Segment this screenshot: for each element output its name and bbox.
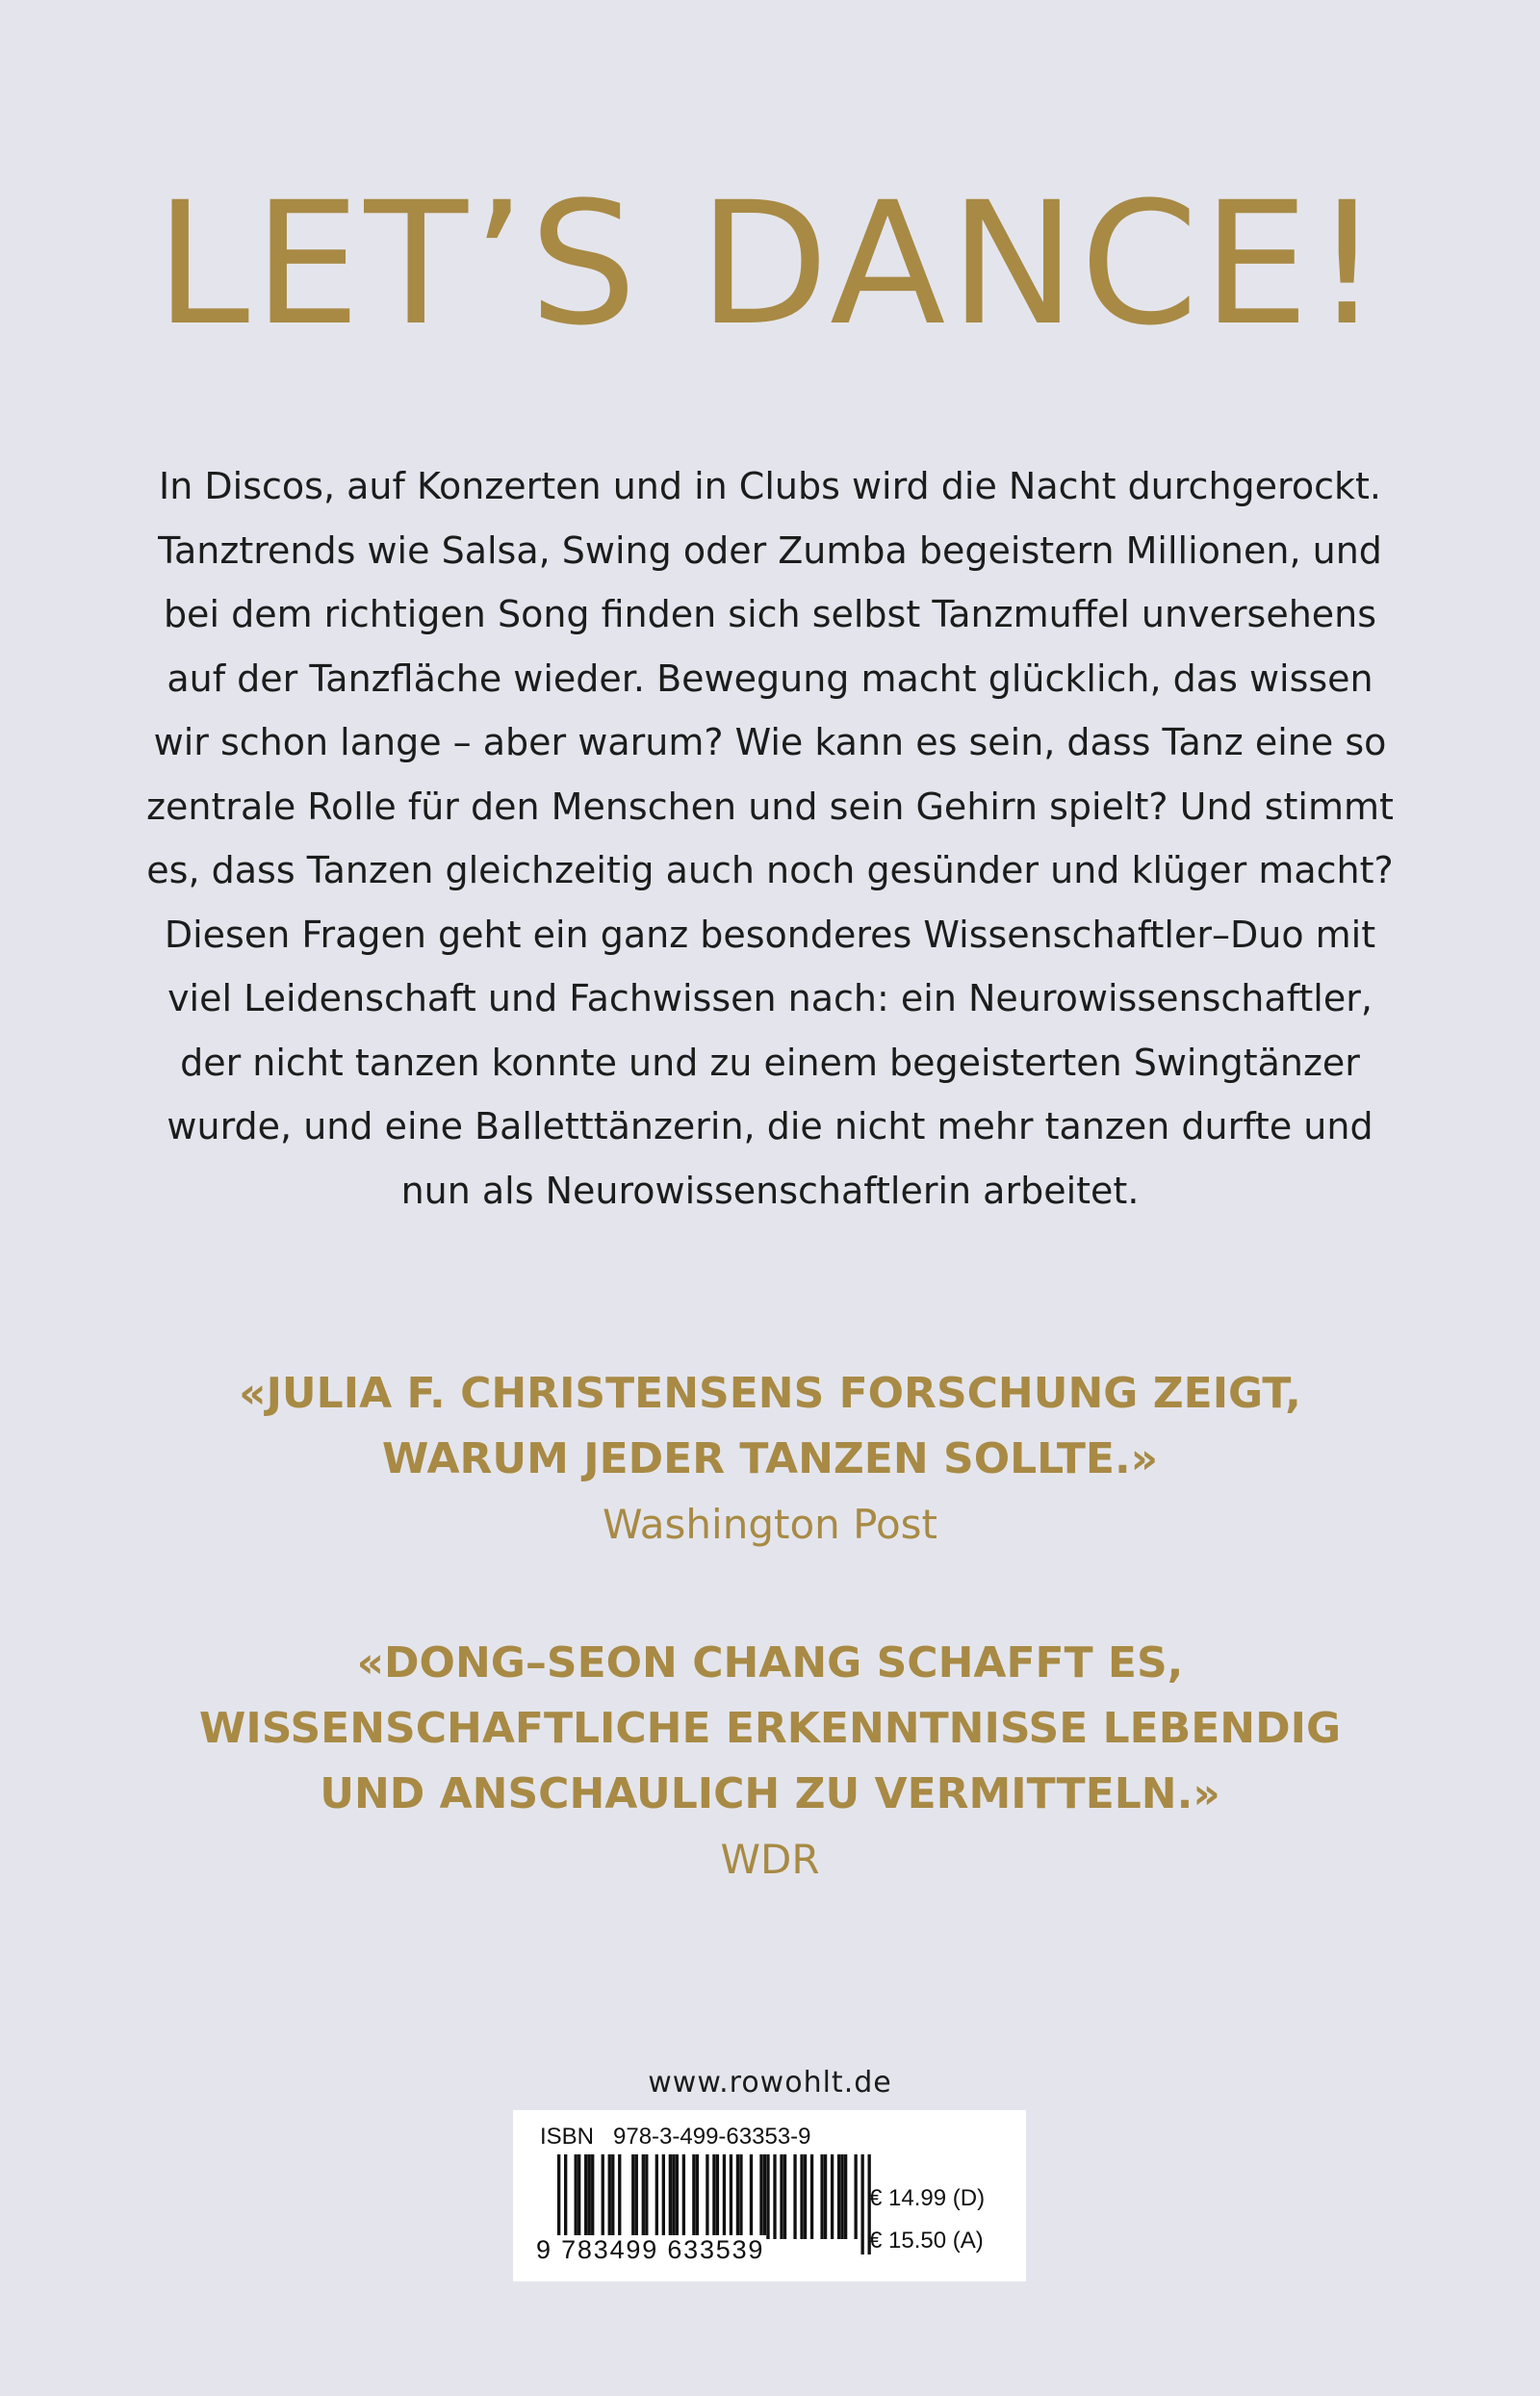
barcode-bar bbox=[692, 2154, 695, 2239]
barcode-bar bbox=[766, 2154, 769, 2239]
blurb-line: Tanztrends wie Salsa, Swing oder Zumba begeistern Millionen, und bbox=[158, 528, 1382, 572]
blurb-line: Diesen Fragen geht ein ganz besonderes Wissenschaftler–Duo mit bbox=[164, 913, 1376, 956]
barcode-bar bbox=[783, 2154, 786, 2239]
isbn-number: 978-3-499-63353-9 bbox=[613, 2124, 811, 2150]
blurb-line: bei dem richtigen Song finden sich selbst Tanzmuffel unversehens bbox=[163, 593, 1377, 635]
barcode-bar bbox=[860, 2154, 863, 2254]
quote-line: «JULIA F. CHRISTENSENS FORSCHUNG ZEIGT, bbox=[239, 1369, 1301, 1418]
press-quote-wdr bbox=[96, 1631, 1444, 1893]
barcode-digits: 9 783499 633539 bbox=[536, 2235, 765, 2264]
barcode-bar bbox=[611, 2154, 614, 2239]
barcode-bar bbox=[840, 2154, 843, 2239]
blurb-line: wurde, und eine Balletttänzerin, die nicht mehr tanzen durfte und bbox=[167, 1105, 1373, 1147]
barcode-bar bbox=[736, 2154, 739, 2239]
blurb-line: wir schon lange – aber warum? Wie kann es sein, dass Tanz eine so bbox=[153, 721, 1387, 763]
barcode-bar bbox=[655, 2154, 658, 2239]
barcode-bar bbox=[602, 2154, 604, 2239]
blurb-line: auf der Tanzfläche wieder. Bewegung macht glücklich, das wissen bbox=[167, 657, 1373, 700]
barcode-bar bbox=[810, 2154, 813, 2239]
barcode-bar bbox=[763, 2154, 766, 2239]
barcode-bar bbox=[575, 2154, 578, 2239]
barcode-bar bbox=[676, 2154, 679, 2239]
barcode-bar bbox=[804, 2154, 807, 2239]
barcode-bar bbox=[672, 2154, 675, 2239]
barcode-bar bbox=[750, 2154, 753, 2239]
barcode-bar bbox=[793, 2154, 796, 2239]
publisher-website[interactable]: www.rowohlt.de bbox=[648, 2066, 892, 2100]
quote-source: WDR bbox=[720, 1836, 820, 1883]
barcode-bar bbox=[844, 2154, 847, 2239]
barcode-bar bbox=[716, 2154, 719, 2239]
blurb-line: zentrale Rolle für den Menschen und sein Gehirn spielt? Und stimmt bbox=[146, 785, 1394, 828]
barcode-bar bbox=[631, 2154, 634, 2239]
isbn bbox=[540, 2124, 811, 2151]
blurb-line: nun als Neurowissenschaftlerin arbeitet. bbox=[400, 1169, 1140, 1212]
blurb-line: viel Leidenschaft und Fachwissen nach: ein Neurowissenschaftler, bbox=[167, 977, 1373, 1019]
barcode-bar bbox=[608, 2154, 611, 2239]
quote-line: WARUM JEDER TANZEN SOLLTE.» bbox=[381, 1434, 1159, 1483]
quote-line: WISSENSCHAFTLICHE ERKENNTNISSE LEBENDIG bbox=[198, 1704, 1342, 1753]
isbn-label: ISBN bbox=[540, 2124, 595, 2150]
barcode-bar bbox=[635, 2154, 638, 2239]
book-title: LET’S DANCE! bbox=[155, 166, 1385, 363]
barcode-bar bbox=[800, 2154, 803, 2239]
barcode-bar bbox=[584, 2154, 587, 2239]
barcode-bar bbox=[578, 2154, 580, 2239]
quote-source: Washington Post bbox=[602, 1501, 938, 1548]
barcode-bar bbox=[831, 2154, 834, 2239]
barcode-box bbox=[513, 2110, 1026, 2281]
price-germany: € 14.99 (D) bbox=[869, 2185, 986, 2211]
barcode-bar bbox=[739, 2154, 742, 2239]
barcode-bar bbox=[618, 2154, 621, 2239]
barcode-bar bbox=[682, 2154, 685, 2239]
barcode-bar bbox=[588, 2154, 591, 2239]
barcode-bar bbox=[820, 2154, 823, 2239]
barcode-bar bbox=[837, 2154, 840, 2239]
barcode-bar bbox=[706, 2154, 708, 2239]
blurb-line: In Discos, auf Konzerten und in Clubs wird die Nacht durchgerockt. bbox=[159, 465, 1381, 507]
barcode-bar bbox=[662, 2154, 665, 2239]
price-austria: € 15.50 (A) bbox=[869, 2228, 984, 2254]
barcode-bar bbox=[824, 2154, 827, 2239]
blurb-line: der nicht tanzen konnte und zu einem begeisterten Swingtänzer bbox=[180, 1041, 1360, 1084]
barcode-bar bbox=[696, 2154, 699, 2239]
barcode-bar bbox=[669, 2154, 672, 2239]
blurb-text bbox=[116, 454, 1424, 1223]
barcode-bar bbox=[723, 2154, 726, 2239]
barcode-bar bbox=[780, 2154, 783, 2239]
barcode-bar bbox=[854, 2154, 857, 2239]
barcode-bar bbox=[759, 2154, 762, 2239]
barcode-bar bbox=[730, 2154, 732, 2239]
barcode-bar bbox=[645, 2154, 648, 2239]
barcode-bar bbox=[591, 2154, 594, 2239]
press-quote-washington-post bbox=[96, 1361, 1444, 1558]
quote-line: «DONG–SEON CHANG SCHAFFT ES, bbox=[356, 1638, 1184, 1688]
quote-line: UND ANSCHAULICH ZU VERMITTELN.» bbox=[320, 1769, 1220, 1818]
blurb-line: es, dass Tanzen gleichzeitig auch noch gesünder und klüger macht? bbox=[146, 849, 1394, 891]
barcode-bar bbox=[773, 2154, 776, 2239]
barcode-bar bbox=[642, 2154, 645, 2239]
